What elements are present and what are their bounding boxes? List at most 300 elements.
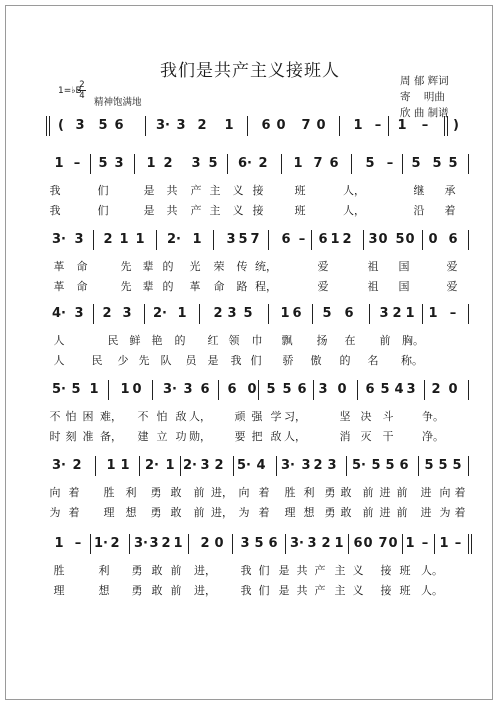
lyric-verse-2: 干 xyxy=(382,430,394,443)
lyric-verse-1: 顽 xyxy=(234,410,246,423)
note: 5· xyxy=(237,458,251,473)
note: 1 xyxy=(54,156,64,171)
lyric-verse-2: 敌 xyxy=(270,430,282,443)
lyric-verse-1: 义 xyxy=(352,564,364,577)
lyric-verse-1: 不 xyxy=(137,410,149,423)
lyric-verse-1: 人， xyxy=(343,184,365,197)
lyric-verse-1: 敢 xyxy=(170,486,182,499)
lyric-verse-1: 利 xyxy=(98,564,110,577)
barline xyxy=(139,456,140,476)
note: 5 xyxy=(238,232,248,247)
lyric-verse-1: 班 xyxy=(399,564,411,577)
note: 0 xyxy=(448,382,458,397)
lyric-verse-1: 是 xyxy=(143,184,155,197)
note: 6 xyxy=(448,232,458,247)
barline xyxy=(152,380,153,400)
lyric-verse-1: 胜 xyxy=(53,564,65,577)
note: 1 xyxy=(334,536,344,551)
note: 6· xyxy=(238,156,252,171)
note: 2 xyxy=(313,458,323,473)
lyric-verse-1: 扬 xyxy=(316,334,328,347)
note: 3· xyxy=(281,458,295,473)
lyric-verse-1: 继 xyxy=(413,184,425,197)
note: 5 xyxy=(208,156,218,171)
lyric-verse-2: 先 xyxy=(120,280,132,293)
lyric-verse-1: 进 xyxy=(420,486,432,499)
barline xyxy=(468,154,469,174)
lyric-verse-2: 进， xyxy=(194,584,216,597)
note: 3 xyxy=(406,382,416,397)
lyric-verse-1: 怕 xyxy=(65,410,77,423)
lyric-verse-1: 爱 xyxy=(446,260,458,273)
lyric-verse-2: 命 xyxy=(213,280,225,293)
note: 6 xyxy=(200,382,210,397)
lyric-verse-2: 着 xyxy=(68,506,80,519)
lyric-verse-1: 是 xyxy=(278,564,290,577)
note: 3 xyxy=(240,536,250,551)
lyricist-credit: 周 郁 辉词 xyxy=(400,75,449,87)
lyric-verse-1: 的 xyxy=(174,334,186,347)
note: 1 xyxy=(428,306,438,321)
note: 3 xyxy=(74,232,84,247)
lyric-verse-2: 敢 xyxy=(170,506,182,519)
note: 1· xyxy=(94,536,108,551)
barline xyxy=(95,456,96,476)
note: 3· xyxy=(290,536,304,551)
note: 1 xyxy=(165,458,175,473)
barline xyxy=(357,380,358,400)
lyric-verse-1: 前 xyxy=(362,486,374,499)
lyric-verse-2: 我 xyxy=(49,204,61,217)
lyric-verse-2: 要 xyxy=(234,430,246,443)
note: 2· xyxy=(167,232,181,247)
lyric-verse-1: 习， xyxy=(284,410,306,423)
note: 0 xyxy=(363,536,373,551)
double-barline xyxy=(46,116,50,136)
note: 0 xyxy=(247,382,257,397)
lyric-verse-1: 利 xyxy=(303,486,315,499)
lyric-verse-2: 民 xyxy=(91,354,103,367)
lyric-verse-1: 我 xyxy=(49,184,61,197)
note: 2 xyxy=(213,306,223,321)
note: 1 xyxy=(330,232,340,247)
lyric-verse-2: 准 xyxy=(82,430,94,443)
note: 5 xyxy=(371,458,381,473)
tempo-marking: 精神饱满地 xyxy=(94,97,142,108)
lyric-verse-2: 接 xyxy=(252,204,264,217)
lyric-verse-1: 们 xyxy=(258,564,270,577)
note: – xyxy=(374,118,382,133)
note: 5 xyxy=(438,458,448,473)
note: 3 xyxy=(327,458,337,473)
credits xyxy=(400,73,449,121)
note: 3 xyxy=(176,118,186,133)
lyric-verse-2: 灭 xyxy=(360,430,372,443)
lyric-verse-1: 勇 xyxy=(324,486,336,499)
lyric-verse-1: 产 xyxy=(314,564,326,577)
note: 6 xyxy=(114,118,124,133)
lyric-verse-1: 艳 xyxy=(151,334,163,347)
lyric-verse-1: 进， xyxy=(211,486,233,499)
note: 5 xyxy=(380,382,390,397)
time-signature-bottom: 4 xyxy=(79,91,85,101)
barline xyxy=(90,154,91,174)
lyric-verse-2: 净。 xyxy=(422,430,444,443)
note: 1 xyxy=(293,156,303,171)
barline xyxy=(144,304,145,324)
note: 0 xyxy=(378,232,388,247)
note: 2 xyxy=(197,118,207,133)
lyric-verse-1: 胸。 xyxy=(402,334,424,347)
lyric-verse-2: 为 xyxy=(439,506,451,519)
lyric-verse-2: 产 xyxy=(190,204,202,217)
lyric-verse-1: 前 xyxy=(396,486,408,499)
lyric-verse-1: 产 xyxy=(190,184,202,197)
barline xyxy=(346,456,347,476)
note: 5 xyxy=(98,118,108,133)
lyric-verse-1: 难， xyxy=(100,410,122,423)
lyric-verse-1: 着 xyxy=(258,486,270,499)
lyric-verse-2: 辈 xyxy=(142,280,154,293)
lyric-verse-1: 向 xyxy=(238,486,250,499)
lyric-verse-2: 国 xyxy=(398,280,410,293)
lyric-verse-1: 我 xyxy=(240,564,252,577)
lyric-verse-2: 命 xyxy=(76,280,88,293)
lyric-verse-2: 前 xyxy=(193,506,205,519)
note: – xyxy=(421,536,429,551)
lyric-verse-1: 主 xyxy=(209,184,221,197)
lyric-verse-1: 鲜 xyxy=(129,334,141,347)
barline xyxy=(422,304,423,324)
note: 3 xyxy=(379,306,389,321)
barline xyxy=(258,380,259,400)
barline xyxy=(232,534,233,554)
note: 2 xyxy=(431,382,441,397)
barline xyxy=(281,154,282,174)
note: 5 xyxy=(395,232,405,247)
note: 3 xyxy=(114,156,124,171)
barline xyxy=(402,154,403,174)
note: 6 xyxy=(318,232,328,247)
barline xyxy=(348,534,349,554)
lyric-verse-2: 立 xyxy=(156,430,168,443)
lyric-verse-1: 义 xyxy=(232,184,244,197)
lyric-verse-1: 不 xyxy=(49,410,61,423)
note: 1 xyxy=(439,536,449,551)
note: 6 xyxy=(261,118,271,133)
lyric-verse-1: 荣 xyxy=(213,260,225,273)
lyric-verse-2: 员 xyxy=(185,354,197,367)
lyric-verse-1: 着 xyxy=(454,486,466,499)
lyric-verse-2: 想 xyxy=(303,506,315,519)
lyric-verse-2: 义 xyxy=(232,204,244,217)
lyric-verse-1: 爱 xyxy=(317,260,329,273)
barline xyxy=(145,116,146,136)
lyric-verse-2: 产 xyxy=(314,584,326,597)
note: 3 xyxy=(183,382,193,397)
note: 6 xyxy=(292,306,302,321)
lyric-verse-2: 我 xyxy=(240,584,252,597)
song-title: 我们是共产主义接班人 xyxy=(160,61,340,81)
barline xyxy=(388,116,389,136)
lyric-verse-2: 刻 xyxy=(65,430,77,443)
barline xyxy=(418,456,419,476)
lyric-verse-2: 名 xyxy=(367,354,379,367)
note: – xyxy=(298,232,306,247)
lyric-verse-2: 们 xyxy=(97,204,109,217)
lyric-verse-1: 勇 xyxy=(131,564,143,577)
note: 2· xyxy=(145,458,159,473)
lyric-verse-2: 主 xyxy=(209,204,221,217)
lyric-verse-1: 前 xyxy=(170,564,182,577)
lyric-verse-1: 命 xyxy=(76,260,88,273)
note: 2 xyxy=(342,232,352,247)
barline xyxy=(93,230,94,250)
lyric-verse-1: 国 xyxy=(398,260,410,273)
lyric-verse-1: 人 xyxy=(53,334,65,347)
note: 3 xyxy=(149,536,159,551)
note: 0 xyxy=(405,232,415,247)
note: 1 xyxy=(106,458,116,473)
lyric-verse-2: 是 xyxy=(207,354,219,367)
lyric-verse-2: 备， xyxy=(100,430,122,443)
lyric-verse-1: 敌 xyxy=(175,410,187,423)
lyric-verse-2: 是 xyxy=(143,204,155,217)
note: 7 xyxy=(250,232,260,247)
note: 0 xyxy=(316,118,326,133)
lyric-verse-2: 队 xyxy=(160,354,172,367)
lyric-verse-2: 班 xyxy=(399,584,411,597)
lyric-verse-2: 理 xyxy=(284,506,296,519)
double-barline xyxy=(468,534,472,554)
lyric-verse-2: 勇 xyxy=(131,584,143,597)
note: 3 xyxy=(368,232,378,247)
lyric-verse-2: 的 xyxy=(339,354,351,367)
lyric-verse-2: 前 xyxy=(362,506,374,519)
barline xyxy=(468,304,469,324)
note: 5 xyxy=(71,382,81,397)
lyric-verse-1: 斗 xyxy=(382,410,394,423)
lyric-verse-2: 想 xyxy=(98,584,110,597)
barline xyxy=(227,154,228,174)
note: 5 xyxy=(266,382,276,397)
lyric-verse-1: 困 xyxy=(82,410,94,423)
note: 3 xyxy=(318,382,328,397)
lyric-verse-2: 共 xyxy=(296,584,308,597)
barline xyxy=(424,380,425,400)
lyric-verse-2: 主 xyxy=(334,584,346,597)
note: 1 xyxy=(353,118,363,133)
note: 0 xyxy=(276,118,286,133)
lyric-verse-2: 人 xyxy=(53,354,65,367)
lyric-verse-2: 进 xyxy=(379,506,391,519)
note: 1 xyxy=(54,536,64,551)
note: 5 xyxy=(98,156,108,171)
barline xyxy=(402,534,403,554)
note: 3 xyxy=(307,536,317,551)
lyric-verse-2: 共 xyxy=(166,204,178,217)
note: 3· xyxy=(156,118,170,133)
notation-credit: 欣 曲 制谱 xyxy=(400,107,449,119)
note: 0 xyxy=(132,382,142,397)
lyric-verse-1: 怕 xyxy=(156,410,168,423)
barline xyxy=(129,534,130,554)
lyric-verse-1: 先 xyxy=(120,260,132,273)
lyric-verse-2: 敢 xyxy=(151,584,163,597)
lyric-verse-2: 革 xyxy=(189,280,201,293)
lyric-verse-2: 着 xyxy=(258,506,270,519)
lyric-verse-2: 我 xyxy=(230,354,242,367)
lyric-verse-1: 胜 xyxy=(103,486,115,499)
lyric-verse-2: 们 xyxy=(258,584,270,597)
note: 2 xyxy=(110,536,120,551)
note: 0 xyxy=(214,536,224,551)
lyric-verse-2: 班 xyxy=(294,204,306,217)
lyric-verse-1: 统， xyxy=(255,260,277,273)
lyric-verse-2: 消 xyxy=(339,430,351,443)
lyric-verse-1: 飘 xyxy=(281,334,293,347)
note: 1 xyxy=(120,458,130,473)
barline xyxy=(312,304,313,324)
barline xyxy=(199,304,200,324)
note: 6 xyxy=(281,232,291,247)
note: ) xyxy=(453,118,459,133)
lyric-verse-2: 爱 xyxy=(317,280,329,293)
lyric-verse-2: 为 xyxy=(238,506,250,519)
note: 3 xyxy=(301,458,311,473)
lyric-verse-1: 前 xyxy=(379,334,391,347)
lyric-verse-2: 少 xyxy=(117,354,129,367)
note: 5 xyxy=(424,458,434,473)
barline xyxy=(134,154,135,174)
lyric-verse-1: 接 xyxy=(252,184,264,197)
note: 2 xyxy=(321,536,331,551)
lyric-verse-2: 革 xyxy=(53,280,65,293)
time-signature-top: 2 xyxy=(79,80,85,90)
note: – xyxy=(454,536,462,551)
note: 3 xyxy=(75,118,85,133)
lyric-verse-2: 功 xyxy=(175,430,187,443)
lyric-verse-1: 进 xyxy=(379,486,391,499)
note: 6 xyxy=(268,536,278,551)
lyric-verse-2: 建 xyxy=(137,430,149,443)
note: 2 xyxy=(200,536,210,551)
lyric-verse-2: 理 xyxy=(53,584,65,597)
lyric-verse-2: 骄 xyxy=(282,354,294,367)
lyric-verse-2: 人， xyxy=(343,204,365,217)
note: 1 xyxy=(120,382,130,397)
lyric-verse-2: 称。 xyxy=(401,354,423,367)
lyric-verse-2: 进 xyxy=(420,506,432,519)
note: 5 xyxy=(282,382,292,397)
barline xyxy=(233,456,234,476)
lyric-verse-2: 先 xyxy=(138,354,150,367)
lyric-verse-1: 巾 xyxy=(251,334,263,347)
lyric-verse-2: 沿 xyxy=(413,204,425,217)
note: 3 xyxy=(74,306,84,321)
lyric-verse-2: 着 xyxy=(454,506,466,519)
lyric-verse-2: 爱 xyxy=(446,280,458,293)
lyric-verse-2: 接 xyxy=(380,584,392,597)
lyric-verse-2: 程， xyxy=(255,280,277,293)
barline xyxy=(468,380,469,400)
lyric-verse-1: 胜 xyxy=(284,486,296,499)
note: 1 xyxy=(397,118,407,133)
lyric-verse-1: 强 xyxy=(251,410,263,423)
lyric-verse-1: 祖 xyxy=(367,260,379,273)
lyric-verse-1: 民 xyxy=(107,334,119,347)
note: 5 xyxy=(432,156,442,171)
lyric-verse-1: 勇 xyxy=(150,486,162,499)
note: 3 xyxy=(200,458,210,473)
lyric-verse-2: 勇 xyxy=(324,506,336,519)
note: 6 xyxy=(297,382,307,397)
note: 1 xyxy=(89,382,99,397)
lyric-verse-1: 人。 xyxy=(421,564,443,577)
barline xyxy=(90,534,91,554)
note: 6 xyxy=(344,306,354,321)
lyric-verse-1: 承 xyxy=(444,184,456,197)
note: 5 xyxy=(243,306,253,321)
lyric-verse-1: 革 xyxy=(53,260,65,273)
lyric-verse-1: 辈 xyxy=(142,260,154,273)
lyric-verse-1: 光 xyxy=(189,260,201,273)
barline xyxy=(268,304,269,324)
lyric-verse-2: 着 xyxy=(444,204,456,217)
note: 0 xyxy=(428,232,438,247)
barline xyxy=(247,116,248,136)
note: 7 xyxy=(301,118,311,133)
barline xyxy=(285,534,286,554)
note: 4 xyxy=(394,382,404,397)
lyric-verse-1: 在 xyxy=(344,334,356,347)
lyric-verse-2: 傲 xyxy=(310,354,322,367)
barline xyxy=(434,534,435,554)
note: 6 xyxy=(329,156,339,171)
note: 1 xyxy=(405,306,415,321)
barline xyxy=(339,116,340,136)
barline xyxy=(363,230,364,250)
note: 4· xyxy=(52,306,66,321)
lyric-verse-2: 的 xyxy=(162,280,174,293)
double-barline xyxy=(444,116,448,136)
note: 2 xyxy=(102,306,112,321)
barline xyxy=(468,456,469,476)
lyric-verse-2: 前 xyxy=(396,506,408,519)
lyric-verse-2: 前 xyxy=(170,584,182,597)
lyric-verse-1: 主 xyxy=(334,564,346,577)
barline xyxy=(313,380,314,400)
note: 1 xyxy=(173,536,183,551)
note: 3· xyxy=(163,382,177,397)
note: 4 xyxy=(256,458,266,473)
note: 3· xyxy=(52,232,66,247)
note: 5 xyxy=(385,458,395,473)
lyric-verse-1: 领 xyxy=(228,334,240,347)
lyric-verse-2: 人， xyxy=(284,430,306,443)
lyric-verse-1: 坚 xyxy=(339,410,351,423)
note: 5· xyxy=(352,458,366,473)
note: 1 xyxy=(224,118,234,133)
time-signature xyxy=(78,80,86,101)
note: 0 xyxy=(337,382,347,397)
lyric-verse-1: 班 xyxy=(294,184,306,197)
barline xyxy=(93,304,94,324)
lyric-verse-1: 敢 xyxy=(151,564,163,577)
note: 2 xyxy=(258,156,268,171)
note: 5 xyxy=(411,156,421,171)
note: – xyxy=(73,156,81,171)
